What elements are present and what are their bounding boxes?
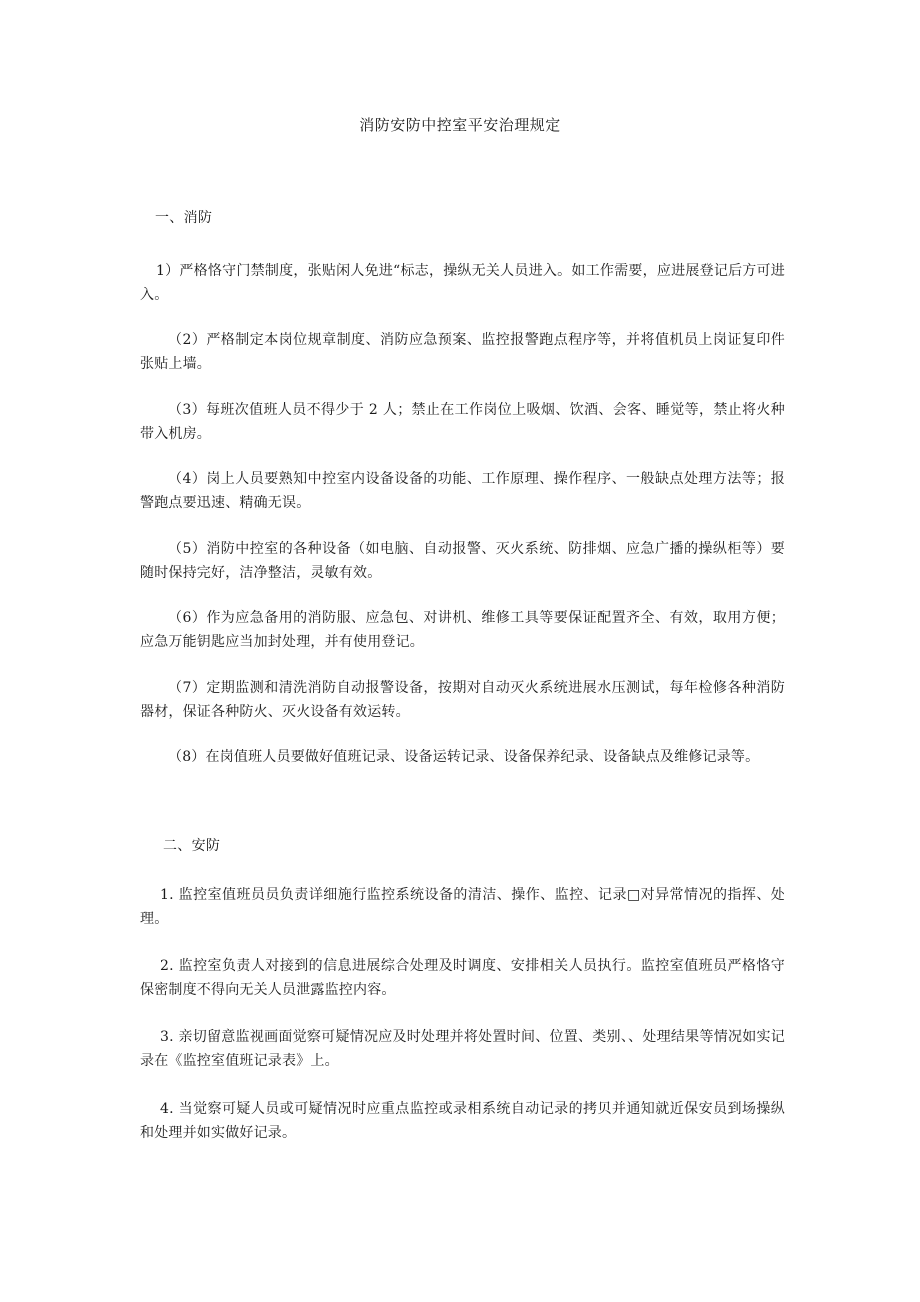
section-heading-security: 二、安防: [163, 838, 221, 854]
fire-paragraph-8: （8）在岗值班人员要做好值班记录、设备运转记录、设备保养纪录、设备缺点及维修记录等。: [168, 749, 760, 765]
security-paragraph-2: 2. 监控室负责人对接到的信息进展综合处理及时调度、安排相关人员执行。监控室值班员严格恪守保密制度不得向无关人员泄露监控内容。: [140, 958, 785, 998]
fire-paragraph-7: （7）定期监测和清洗消防自动报警设备，按期对自动灭火系统进展水压测试，每年检修各种消防器材，保证各种防火、灭火设备有效运转。: [140, 680, 785, 720]
fire-paragraph-3: （3）每班次值班人员不得少于 2 人；禁止在工作岗位上吸烟、饮酒、会客、睡觉等，禁止将火种带入机房。: [140, 402, 785, 442]
fire-paragraph-2: （2）严格制定本岗位规章制度、消防应急预案、监控报警跑点程序等，并将值机员上岗证复印件张贴上墙。: [140, 332, 785, 372]
section-heading-fire: 一、消防: [155, 210, 213, 226]
fire-paragraph-4: （4）岗上人员要熟知中控室内设备设备的功能、工作原理、操作程序、一般缺点处理方法等；报警跑点要迅速、精确无误。: [140, 471, 785, 511]
security-paragraph-3: 3. 亲切留意监视画面觉察可疑情况应及时处理并将处置时间、位置、类别、、处理结果等情况如实记录在《监控室值班记录表》上。: [140, 1029, 785, 1069]
fire-paragraph-5: （5）消防中控室的各种设备（如电脑、自动报警、灭火系统、防排烟、应急广播的操纵柜等）要随时保持完好，洁净整洁，灵敏有效。: [140, 541, 785, 581]
security-paragraph-4: 4. 当觉察可疑人员或可疑情况时应重点监控或录相系统自动记录的拷贝并通知就近保安员到场操纵和处理并如实做好记录。: [140, 1101, 785, 1141]
fire-paragraph-1: 1）严格恪守门禁制度，张贴闲人免进“标志，操纵无关人员进入。如工作需要，应进展登记后方可进入。: [140, 263, 785, 303]
fire-paragraph-6: （6）作为应急备用的消防服、应急包、对讲机、维修工具等要保证配置齐全、有效，取用方便；应急万能钥匙应当加封处理，并有使用登记。: [140, 610, 785, 650]
document-title: 消防安防中控室平安治理规定: [359, 116, 561, 134]
security-paragraph-1: 1. 监控室值班员员负责详细施行监控系统设备的清洁、操作、监控、记录□对异常情况的指挥、处理。: [140, 887, 785, 927]
